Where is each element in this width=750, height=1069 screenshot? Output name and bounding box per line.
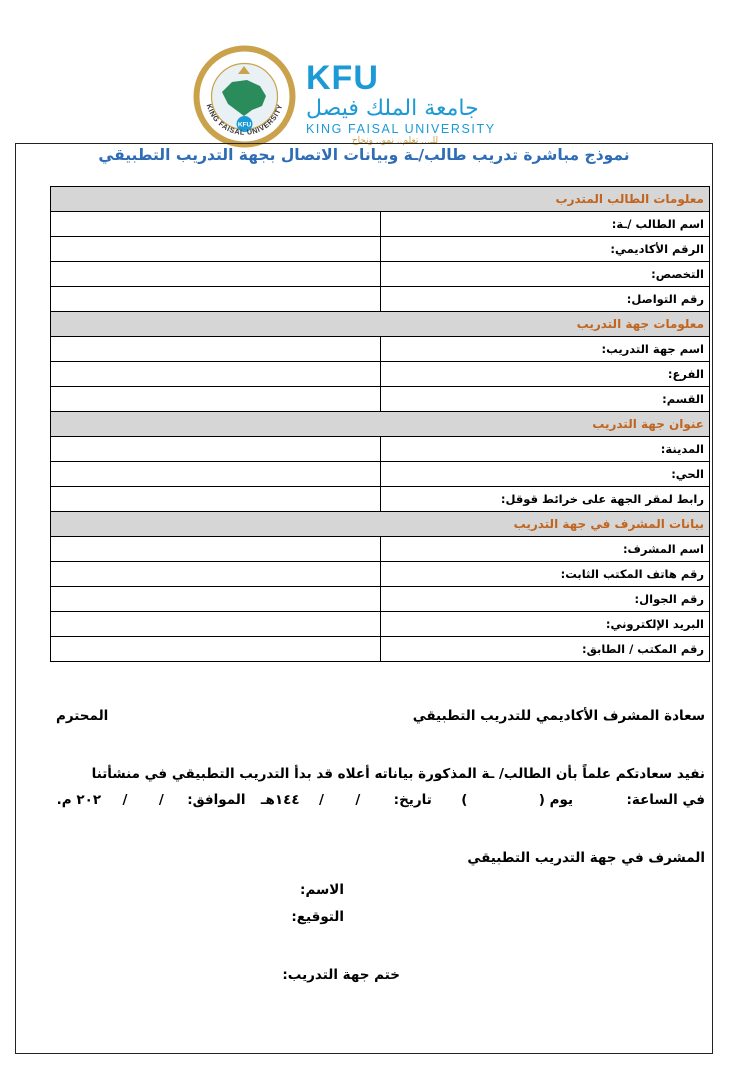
date-slash: / — [158, 792, 164, 808]
field-label: رقم التواصل: — [380, 287, 710, 312]
table-row — [51, 612, 710, 637]
field-label: اسم جهة التدريب: — [380, 337, 710, 362]
table-row — [51, 262, 710, 287]
date-slash: / — [122, 792, 128, 808]
salutation: سعادة المشرف الأكاديمي للتدريب التطبيقي — [412, 708, 705, 724]
kfu-wordmark — [306, 60, 506, 146]
signature-heading: المشرف في جهة التدريب التطبيقي — [467, 850, 705, 866]
contact-number-field[interactable] — [51, 287, 381, 312]
city-field[interactable] — [51, 437, 381, 462]
name-label: الاسم: — [300, 882, 344, 898]
table-row — [51, 212, 710, 237]
date-line — [57, 790, 705, 810]
table-row — [51, 487, 710, 512]
section-header-student — [51, 187, 710, 212]
field-label: رقم المكتب / الطابق: — [380, 637, 710, 662]
signature-label: التوقيع: — [291, 909, 344, 925]
table-row — [51, 537, 710, 562]
field-label: الحي: — [380, 462, 710, 487]
kfu-seal-logo — [192, 44, 297, 149]
major-field[interactable] — [51, 262, 381, 287]
table-row — [51, 237, 710, 262]
section-header-address — [51, 412, 710, 437]
seal-ring-text: KING FAISAL UNIVERSITY — [204, 102, 285, 137]
section-title: بيانات المشرف في جهة التدريب — [51, 512, 710, 537]
field-label: رقم هاتف المكتب الثابت: — [380, 562, 710, 587]
academic-number-field[interactable] — [51, 237, 381, 262]
table-row — [51, 287, 710, 312]
table-row — [51, 587, 710, 612]
table-row — [51, 337, 710, 362]
maps-link-field[interactable] — [51, 487, 381, 512]
corresponding-label: الموافق: — [187, 792, 246, 808]
field-label: رابط لمقر الجهة على خرائط قوقل: — [380, 487, 710, 512]
field-label: التخصص: — [380, 262, 710, 287]
office-phone-field[interactable] — [51, 562, 381, 587]
table-row — [51, 437, 710, 462]
info-table — [50, 186, 710, 662]
section-header-training-entity — [51, 312, 710, 337]
hijri-year: ١٤٤هـ — [260, 792, 300, 808]
section-title: معلومات جهة التدريب — [51, 312, 710, 337]
date-label: تاريخ: — [393, 792, 432, 808]
date-slash: / — [318, 792, 324, 808]
gregorian-year: ٢٠٢ م. — [56, 792, 102, 808]
kfu-motto: للـ... تعلم.. نمو.. ونجاح — [351, 136, 439, 146]
student-name-field[interactable] — [51, 212, 381, 237]
day-close: ) — [461, 792, 468, 808]
field-label: اسم الطالب /ـة: — [380, 212, 710, 237]
table-row — [51, 387, 710, 412]
field-label: البريد الإلكتروني: — [380, 612, 710, 637]
letter-body: نفيد سعادتكم علماً بأن الطالب/ ـة المذكورة بياناته أعلاه قد بدأ التدريب التطبيقي في منشأتنا — [91, 766, 705, 782]
branch-field[interactable] — [51, 362, 381, 387]
table-row — [51, 462, 710, 487]
field-label: الرقم الأكاديمي: — [380, 237, 710, 262]
date-slash: / — [355, 792, 361, 808]
table-row — [51, 362, 710, 387]
table-row — [51, 637, 710, 662]
mobile-field[interactable] — [51, 587, 381, 612]
field-label: اسم المشرف: — [380, 537, 710, 562]
department-field[interactable] — [51, 387, 381, 412]
kfu-abbreviation: KFU — [306, 59, 379, 97]
section-header-supervisor — [51, 512, 710, 537]
section-title: عنوان جهة التدريب — [51, 412, 710, 437]
kfu-arabic-name: جامعة الملك فيصل — [306, 96, 479, 121]
field-label: رقم الجوال: — [380, 587, 710, 612]
time-label: في الساعة: — [626, 792, 705, 808]
kfu-english-name: KING FAISAL UNIVERSITY — [306, 122, 496, 136]
field-label: المدينة: — [380, 437, 710, 462]
field-label: الفرع: — [380, 362, 710, 387]
stamp-label: ختم جهة التدريب: — [282, 967, 400, 983]
table-row — [51, 562, 710, 587]
respect-word: المحترم — [56, 708, 109, 724]
email-field[interactable] — [51, 612, 381, 637]
district-field[interactable] — [51, 462, 381, 487]
seal-badge: KFU — [237, 121, 252, 129]
supervisor-name-field[interactable] — [51, 537, 381, 562]
field-label: القسم: — [380, 387, 710, 412]
entity-name-field[interactable] — [51, 337, 381, 362]
form-title: نموذج مباشرة تدريب طالب/ـة وبيانات الاتصال بجهة التدريب التطبيقي — [98, 146, 630, 164]
section-title: معلومات الطالب المتدرب — [51, 187, 710, 212]
day-label: يوم ( — [538, 792, 574, 808]
office-floor-field[interactable] — [51, 637, 381, 662]
